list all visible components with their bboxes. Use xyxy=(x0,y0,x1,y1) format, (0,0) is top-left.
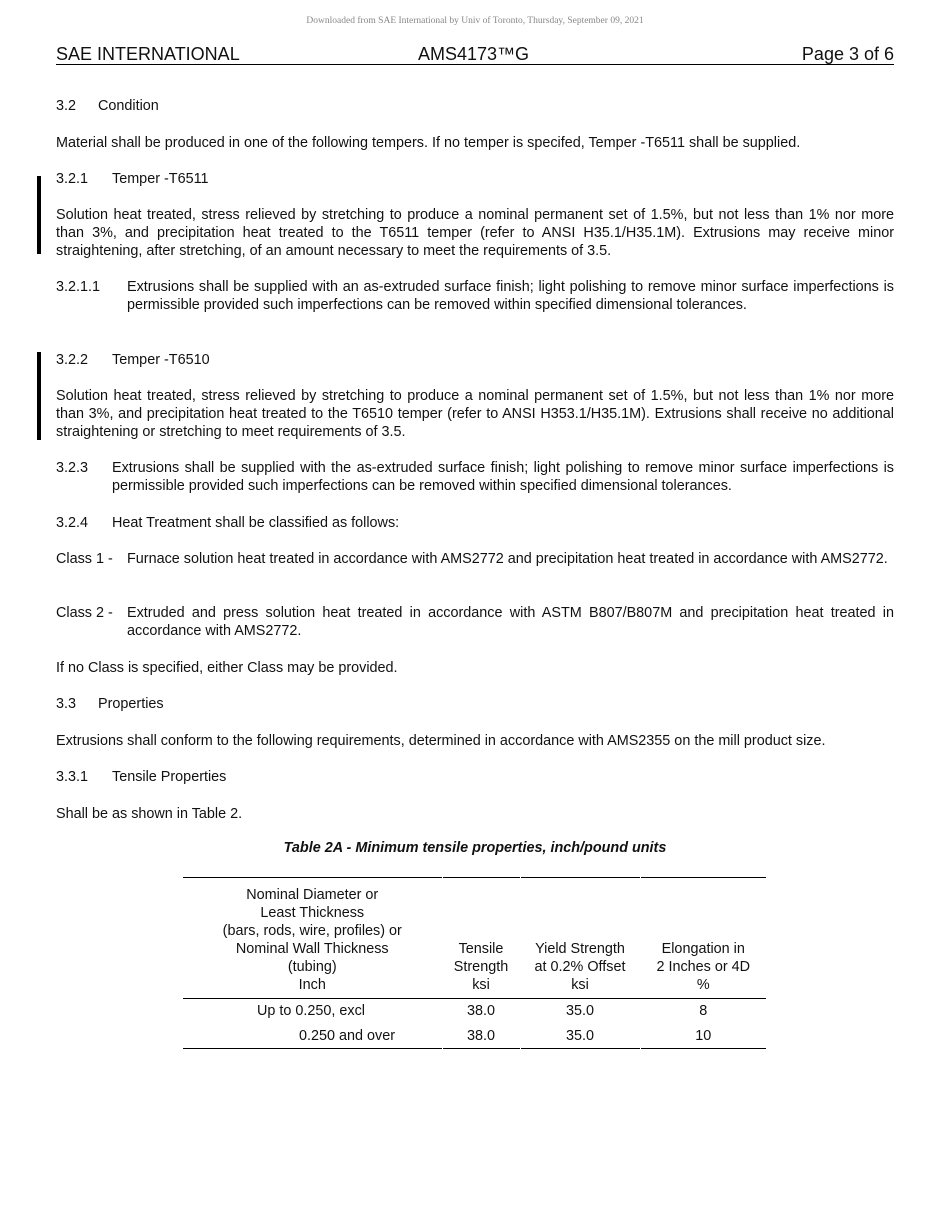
table-cell: 35.0 xyxy=(520,999,640,1024)
section-3-2-heading: 3.2 Condition xyxy=(56,98,159,114)
table-title: Table 2A - Minimum tensile properties, inch/pound units xyxy=(283,840,667,856)
table-row xyxy=(183,999,766,1024)
class-2-item: Class 2 - Extruded and press solution heat treated in accordance with ASTM B807/B807M and precipitation heat treated in accordance with AMS2772. xyxy=(56,605,894,639)
section-3-2-1-text: Solution heat treated, stress relieved by stretching to produce a nominal permanent set of 1.5%, but not less than 1% nor more than 3%, and precipitation heat treated to the T6511 temper (refer to ANSI H35.1/H35.1M). Extrusions may receive minor straightening, after stretching, of an amount necessary to meet the requirements of 3.5. xyxy=(56,207,894,259)
no-class-note: If no Class is specified, either Class may be provided. xyxy=(56,660,398,676)
section-3-3-text: Extrusions shall conform to the following requirements, determined in accordance with AMS2355 on the mill product size. xyxy=(56,733,826,749)
section-3-2-1-1: 3.2.1.1 Extrusions shall be supplied with an as-extruded surface finish; light polishing to remove minor surface imperfections is permissible provided such imperfections can be removed within specified dimensional tolerances. xyxy=(56,279,894,313)
tensile-properties-table xyxy=(183,877,766,1049)
section-3-2-3: 3.2.3 Extrusions shall be supplied with the as-extruded surface finish; light polishing to remove minor surface imperfections is permissible provided such imperfections can be removed within specified dimensional tolerances. xyxy=(56,460,894,494)
page-header xyxy=(56,44,894,65)
section-3-2-2-text: Solution heat treated, stress relieved by stretching to produce a nominal permanent set of 1.5%, but not less than 1% nor more than 3%, and precipitation heat treated to the T6510 temper (refer to ANSI H353.1/H35.1M). Extrusions shall receive no additional straightening or stretching to meet requirements of 3.5. xyxy=(56,388,894,440)
column-header-elongation: Elongation in 2 Inches or 4D % xyxy=(640,878,766,999)
header-page-number: Page 3 of 6 xyxy=(801,44,894,64)
revision-bar-3-2-1 xyxy=(37,176,41,254)
class-1-item: Class 1 - Furnace solution heat treated in accordance with AMS2772 and precipitation heat treated in accordance with AMS2772. xyxy=(56,551,888,567)
column-header-yield: Yield Strength at 0.2% Offset ksi xyxy=(520,878,640,999)
header-org: SAE INTERNATIONAL xyxy=(56,44,240,64)
table-cell: Up to 0.250, excl xyxy=(257,1003,365,1019)
section-3-2-2-heading: 3.2.2 Temper -T6510 xyxy=(56,352,210,368)
revision-bar-3-2-2 xyxy=(37,352,41,440)
table-cell: 8 xyxy=(640,999,766,1024)
section-3-3-1-heading: 3.3.1 Tensile Properties xyxy=(56,769,227,785)
table-cell: 10 xyxy=(640,1024,766,1049)
section-3-2-1-heading: 3.2.1 Temper -T6511 xyxy=(56,171,209,187)
section-3-2-intro: Material shall be produced in one of the following tempers. If no temper is specifed, Temper -T6511 shall be supplied. xyxy=(56,135,801,151)
table-row xyxy=(183,1024,766,1049)
column-header-tensile: Tensile Strength ksi xyxy=(442,878,520,999)
table-cell: 38.0 xyxy=(442,1024,520,1049)
header-doc-id: AMS4173™G xyxy=(418,44,530,64)
section-3-3-heading: 3.3 Properties xyxy=(56,696,164,712)
table-cell: 38.0 xyxy=(442,999,520,1024)
table-cell: 0.250 and over xyxy=(183,1024,442,1049)
section-3-2-4-heading: 3.2.4 Heat Treatment shall be classified as follows: xyxy=(56,515,400,531)
section-3-3-1-text: Shall be as shown in Table 2. xyxy=(56,806,243,822)
column-header-thickness: Nominal Diameter or Least Thickness (bars, rods, wire, profiles) or Nominal Wall Thickness (tubing) Inch xyxy=(183,878,442,999)
download-watermark: Downloaded from SAE International by Univ of Toronto, Thursday, September 09, 2021 xyxy=(306,16,644,26)
table-cell: 35.0 xyxy=(520,1024,640,1049)
